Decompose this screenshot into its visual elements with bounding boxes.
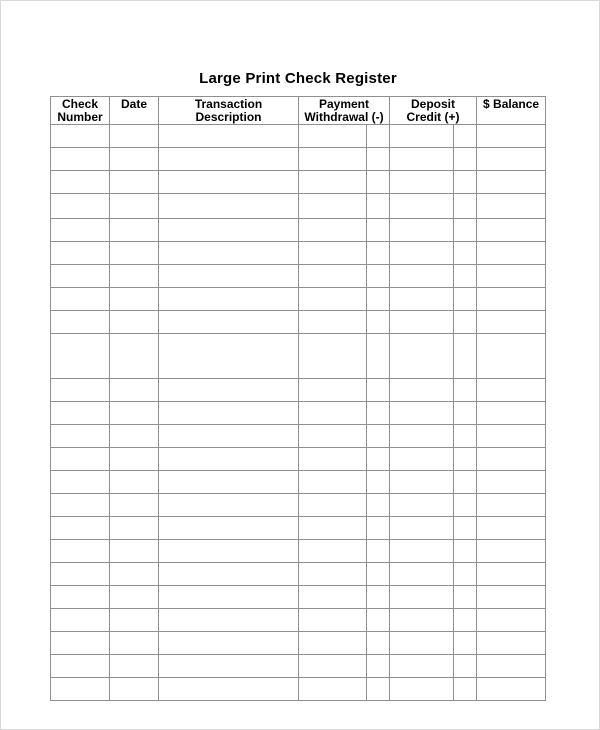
- date-cell: [110, 471, 159, 494]
- table-row: [51, 125, 546, 148]
- date-cell: [110, 632, 159, 655]
- column-header-transaction-description: Transaction Description: [159, 97, 299, 125]
- payment-cents-cell: [367, 609, 390, 632]
- description-cell: [159, 288, 299, 311]
- deposit-dollars-cell: [390, 632, 454, 655]
- date-cell: [110, 448, 159, 471]
- description-cell: [159, 517, 299, 540]
- balance-cell: [477, 425, 546, 448]
- payment-cents-cell: [367, 125, 390, 148]
- payment-cents-cell: [367, 517, 390, 540]
- deposit-dollars-cell: [390, 563, 454, 586]
- table-row: [51, 219, 546, 242]
- description-cell: [159, 219, 299, 242]
- table-row: [51, 655, 546, 678]
- payment-dollars-cell: [299, 402, 367, 425]
- date-cell: [110, 494, 159, 517]
- balance-cell: [477, 379, 546, 402]
- balance-cell: [477, 540, 546, 563]
- payment-cents-cell: [367, 171, 390, 194]
- balance-cell: [477, 609, 546, 632]
- date-cell: [110, 655, 159, 678]
- balance-cell: [477, 148, 546, 171]
- deposit-cents-cell: [454, 148, 477, 171]
- check-number-cell: [51, 219, 110, 242]
- description-cell: [159, 334, 299, 379]
- deposit-cents-cell: [454, 265, 477, 288]
- table-row: [51, 540, 546, 563]
- payment-dollars-cell: [299, 425, 367, 448]
- deposit-cents-cell: [454, 219, 477, 242]
- description-cell: [159, 540, 299, 563]
- date-cell: [110, 288, 159, 311]
- table-row: [51, 678, 546, 701]
- deposit-dollars-cell: [390, 586, 454, 609]
- date-cell: [110, 425, 159, 448]
- payment-dollars-cell: [299, 540, 367, 563]
- payment-dollars-cell: [299, 379, 367, 402]
- payment-dollars-cell: [299, 609, 367, 632]
- description-cell: [159, 125, 299, 148]
- deposit-cents-cell: [454, 609, 477, 632]
- balance-cell: [477, 242, 546, 265]
- payment-cents-cell: [367, 219, 390, 242]
- description-cell: [159, 609, 299, 632]
- check-number-cell: [51, 609, 110, 632]
- balance-cell: [477, 125, 546, 148]
- balance-cell: [477, 311, 546, 334]
- payment-cents-cell: [367, 194, 390, 219]
- deposit-dollars-cell: [390, 242, 454, 265]
- deposit-dollars-cell: [390, 171, 454, 194]
- payment-dollars-cell: [299, 678, 367, 701]
- table-row: [51, 586, 546, 609]
- payment-cents-cell: [367, 379, 390, 402]
- deposit-cents-cell: [454, 194, 477, 219]
- check-number-cell: [51, 494, 110, 517]
- date-cell: [110, 334, 159, 379]
- table-row: [51, 517, 546, 540]
- description-cell: [159, 678, 299, 701]
- column-header-check-number: Check Number: [51, 97, 110, 125]
- description-cell: [159, 494, 299, 517]
- payment-dollars-cell: [299, 517, 367, 540]
- description-cell: [159, 265, 299, 288]
- balance-cell: [477, 194, 546, 219]
- deposit-cents-cell: [454, 655, 477, 678]
- payment-dollars-cell: [299, 655, 367, 678]
- deposit-cents-cell: [454, 448, 477, 471]
- column-header-date: Date: [110, 97, 159, 125]
- description-cell: [159, 586, 299, 609]
- check-number-cell: [51, 425, 110, 448]
- deposit-cents-cell: [454, 540, 477, 563]
- deposit-cents-cell: [454, 517, 477, 540]
- date-cell: [110, 265, 159, 288]
- deposit-dollars-cell: [390, 609, 454, 632]
- deposit-cents-cell: [454, 425, 477, 448]
- deposit-dollars-cell: [390, 194, 454, 219]
- payment-cents-cell: [367, 540, 390, 563]
- table-row: [51, 471, 546, 494]
- check-number-cell: [51, 311, 110, 334]
- check-number-cell: [51, 242, 110, 265]
- check-number-cell: [51, 632, 110, 655]
- deposit-cents-cell: [454, 471, 477, 494]
- check-register-table: [50, 96, 546, 701]
- payment-dollars-cell: [299, 125, 367, 148]
- date-cell: [110, 242, 159, 265]
- register-body: [51, 125, 546, 701]
- table-row: [51, 609, 546, 632]
- balance-cell: [477, 288, 546, 311]
- payment-cents-cell: [367, 265, 390, 288]
- description-cell: [159, 563, 299, 586]
- check-number-cell: [51, 448, 110, 471]
- table-row: [51, 194, 546, 219]
- balance-cell: [477, 563, 546, 586]
- deposit-dollars-cell: [390, 219, 454, 242]
- deposit-cents-cell: [454, 288, 477, 311]
- table-row: [51, 448, 546, 471]
- payment-dollars-cell: [299, 148, 367, 171]
- check-number-cell: [51, 265, 110, 288]
- description-cell: [159, 379, 299, 402]
- date-cell: [110, 171, 159, 194]
- payment-dollars-cell: [299, 171, 367, 194]
- column-header-deposit-credit: Deposit Credit (+): [390, 97, 477, 125]
- payment-dollars-cell: [299, 311, 367, 334]
- check-number-cell: [51, 586, 110, 609]
- check-number-cell: [51, 148, 110, 171]
- description-cell: [159, 194, 299, 219]
- deposit-dollars-cell: [390, 334, 454, 379]
- deposit-cents-cell: [454, 678, 477, 701]
- table-row: [51, 242, 546, 265]
- description-cell: [159, 655, 299, 678]
- date-cell: [110, 379, 159, 402]
- date-cell: [110, 148, 159, 171]
- balance-cell: [477, 171, 546, 194]
- check-number-cell: [51, 334, 110, 379]
- deposit-cents-cell: [454, 563, 477, 586]
- payment-cents-cell: [367, 494, 390, 517]
- deposit-dollars-cell: [390, 125, 454, 148]
- description-cell: [159, 242, 299, 265]
- description-cell: [159, 448, 299, 471]
- deposit-cents-cell: [454, 125, 477, 148]
- payment-dollars-cell: [299, 494, 367, 517]
- payment-dollars-cell: [299, 288, 367, 311]
- balance-cell: [477, 586, 546, 609]
- check-number-cell: [51, 678, 110, 701]
- check-number-cell: [51, 379, 110, 402]
- deposit-cents-cell: [454, 171, 477, 194]
- deposit-dollars-cell: [390, 540, 454, 563]
- payment-dollars-cell: [299, 448, 367, 471]
- date-cell: [110, 194, 159, 219]
- deposit-dollars-cell: [390, 148, 454, 171]
- payment-cents-cell: [367, 402, 390, 425]
- balance-cell: [477, 471, 546, 494]
- balance-cell: [477, 334, 546, 379]
- payment-dollars-cell: [299, 563, 367, 586]
- balance-cell: [477, 219, 546, 242]
- date-cell: [110, 540, 159, 563]
- table-row: [51, 288, 546, 311]
- payment-cents-cell: [367, 311, 390, 334]
- description-cell: [159, 148, 299, 171]
- payment-cents-cell: [367, 563, 390, 586]
- description-cell: [159, 402, 299, 425]
- payment-cents-cell: [367, 334, 390, 379]
- payment-cents-cell: [367, 425, 390, 448]
- check-number-cell: [51, 563, 110, 586]
- date-cell: [110, 563, 159, 586]
- payment-dollars-cell: [299, 219, 367, 242]
- balance-cell: [477, 678, 546, 701]
- date-cell: [110, 517, 159, 540]
- balance-cell: [477, 655, 546, 678]
- table-row: [51, 632, 546, 655]
- payment-cents-cell: [367, 586, 390, 609]
- deposit-cents-cell: [454, 632, 477, 655]
- balance-cell: [477, 448, 546, 471]
- table-row: [51, 148, 546, 171]
- date-cell: [110, 402, 159, 425]
- check-number-cell: [51, 171, 110, 194]
- deposit-dollars-cell: [390, 494, 454, 517]
- payment-dollars-cell: [299, 471, 367, 494]
- table-row: [51, 265, 546, 288]
- balance-cell: [477, 494, 546, 517]
- table-row: [51, 425, 546, 448]
- date-cell: [110, 125, 159, 148]
- payment-cents-cell: [367, 242, 390, 265]
- deposit-dollars-cell: [390, 517, 454, 540]
- deposit-dollars-cell: [390, 655, 454, 678]
- deposit-cents-cell: [454, 379, 477, 402]
- deposit-dollars-cell: [390, 311, 454, 334]
- payment-cents-cell: [367, 655, 390, 678]
- column-header-balance: $ Balance: [477, 97, 546, 125]
- deposit-cents-cell: [454, 402, 477, 425]
- table-row: [51, 334, 546, 379]
- check-number-cell: [51, 471, 110, 494]
- payment-dollars-cell: [299, 194, 367, 219]
- description-cell: [159, 171, 299, 194]
- table-row: [51, 494, 546, 517]
- balance-cell: [477, 517, 546, 540]
- table-row: [51, 311, 546, 334]
- table-row: [51, 563, 546, 586]
- deposit-cents-cell: [454, 311, 477, 334]
- payment-dollars-cell: [299, 334, 367, 379]
- check-number-cell: [51, 517, 110, 540]
- date-cell: [110, 586, 159, 609]
- description-cell: [159, 425, 299, 448]
- check-number-cell: [51, 125, 110, 148]
- balance-cell: [477, 632, 546, 655]
- deposit-dollars-cell: [390, 265, 454, 288]
- table-row: [51, 379, 546, 402]
- deposit-dollars-cell: [390, 678, 454, 701]
- check-number-cell: [51, 540, 110, 563]
- description-cell: [159, 632, 299, 655]
- payment-cents-cell: [367, 148, 390, 171]
- deposit-cents-cell: [454, 334, 477, 379]
- table-row: [51, 171, 546, 194]
- payment-cents-cell: [367, 678, 390, 701]
- deposit-dollars-cell: [390, 402, 454, 425]
- deposit-cents-cell: [454, 494, 477, 517]
- date-cell: [110, 311, 159, 334]
- table-row: [51, 402, 546, 425]
- deposit-dollars-cell: [390, 288, 454, 311]
- deposit-cents-cell: [454, 242, 477, 265]
- payment-cents-cell: [367, 632, 390, 655]
- check-number-cell: [51, 194, 110, 219]
- payment-dollars-cell: [299, 242, 367, 265]
- date-cell: [110, 678, 159, 701]
- date-cell: [110, 219, 159, 242]
- deposit-cents-cell: [454, 586, 477, 609]
- payment-cents-cell: [367, 448, 390, 471]
- deposit-dollars-cell: [390, 425, 454, 448]
- deposit-dollars-cell: [390, 448, 454, 471]
- header-row: [51, 97, 546, 125]
- page-title: Large Print Check Register: [199, 70, 397, 87]
- description-cell: [159, 311, 299, 334]
- payment-dollars-cell: [299, 265, 367, 288]
- check-number-cell: [51, 402, 110, 425]
- payment-dollars-cell: [299, 586, 367, 609]
- column-header-payment-withdrawal: Payment Withdrawal (-): [299, 97, 390, 125]
- deposit-dollars-cell: [390, 471, 454, 494]
- deposit-dollars-cell: [390, 379, 454, 402]
- payment-cents-cell: [367, 288, 390, 311]
- check-number-cell: [51, 655, 110, 678]
- date-cell: [110, 609, 159, 632]
- description-cell: [159, 471, 299, 494]
- payment-cents-cell: [367, 471, 390, 494]
- balance-cell: [477, 265, 546, 288]
- payment-dollars-cell: [299, 632, 367, 655]
- balance-cell: [477, 402, 546, 425]
- check-number-cell: [51, 288, 110, 311]
